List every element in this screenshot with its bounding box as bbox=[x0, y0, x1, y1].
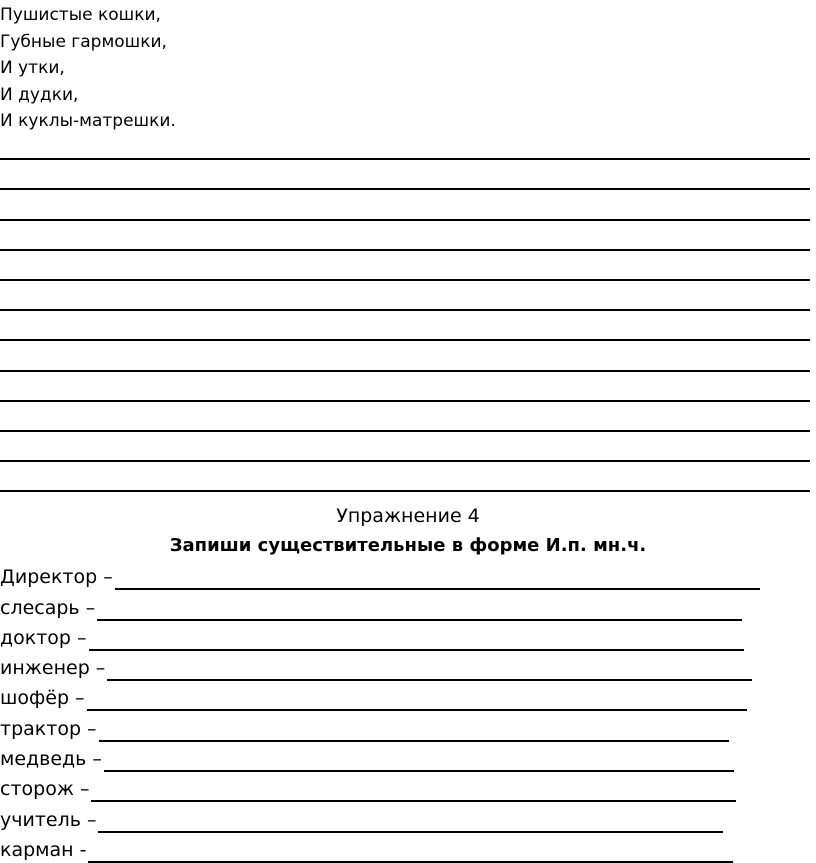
noun-label: карман - bbox=[0, 838, 87, 861]
writing-line[interactable] bbox=[0, 130, 810, 160]
writing-line[interactable] bbox=[0, 341, 810, 371]
answer-blank[interactable] bbox=[91, 780, 736, 802]
writing-line[interactable] bbox=[0, 160, 810, 190]
writing-line[interactable] bbox=[0, 402, 810, 432]
list-item bbox=[0, 772, 760, 802]
poem-line: Пушистые кошки, bbox=[0, 5, 161, 25]
answer-blank[interactable] bbox=[104, 750, 734, 772]
list-item bbox=[0, 711, 760, 741]
list-item bbox=[0, 590, 760, 620]
poem bbox=[0, 2, 176, 135]
noun-label: учитель – bbox=[0, 808, 97, 831]
answer-blank[interactable] bbox=[98, 811, 723, 833]
answer-blank[interactable] bbox=[89, 629, 744, 651]
writing-lines bbox=[0, 130, 810, 492]
list-item bbox=[0, 742, 760, 772]
noun-label: трактор – bbox=[0, 717, 97, 740]
noun-label: медведь – bbox=[0, 748, 102, 771]
list-item bbox=[0, 560, 760, 590]
writing-line[interactable] bbox=[0, 221, 810, 251]
answer-blank[interactable] bbox=[99, 720, 729, 742]
noun-label: сторож – bbox=[0, 778, 90, 801]
exercise-title: Упражнение 4 bbox=[336, 505, 480, 527]
noun-label: инженер – bbox=[0, 657, 106, 680]
noun-label: слесарь – bbox=[0, 596, 96, 619]
answer-blank[interactable] bbox=[88, 841, 733, 863]
writing-line[interactable] bbox=[0, 311, 810, 341]
list-item bbox=[0, 681, 760, 711]
list-item bbox=[0, 833, 760, 863]
writing-line[interactable] bbox=[0, 432, 810, 462]
noun-label: доктор – bbox=[0, 626, 87, 649]
writing-line[interactable] bbox=[0, 281, 810, 311]
noun-label: Директор – bbox=[0, 566, 113, 589]
answer-blank[interactable] bbox=[87, 689, 747, 711]
answer-blank[interactable] bbox=[97, 599, 742, 621]
writing-line[interactable] bbox=[0, 190, 810, 220]
poem-line: И дудки, bbox=[0, 84, 79, 105]
writing-line[interactable] bbox=[0, 251, 810, 281]
exercise-list bbox=[0, 560, 760, 863]
writing-line[interactable] bbox=[0, 462, 810, 492]
poem-line: И утки, bbox=[0, 58, 65, 79]
poem-line: Губные гармошки, bbox=[0, 31, 167, 52]
list-item bbox=[0, 621, 760, 651]
list-item bbox=[0, 802, 760, 832]
exercise-task: Запиши существительные в форме И.п. мн.ч. bbox=[169, 535, 647, 556]
writing-line[interactable] bbox=[0, 372, 810, 402]
answer-blank[interactable] bbox=[107, 659, 752, 681]
answer-blank[interactable] bbox=[115, 568, 760, 590]
list-item bbox=[0, 651, 760, 681]
noun-label: шофёр – bbox=[0, 687, 85, 710]
poem-line: И куклы-матрешки. bbox=[0, 111, 176, 132]
